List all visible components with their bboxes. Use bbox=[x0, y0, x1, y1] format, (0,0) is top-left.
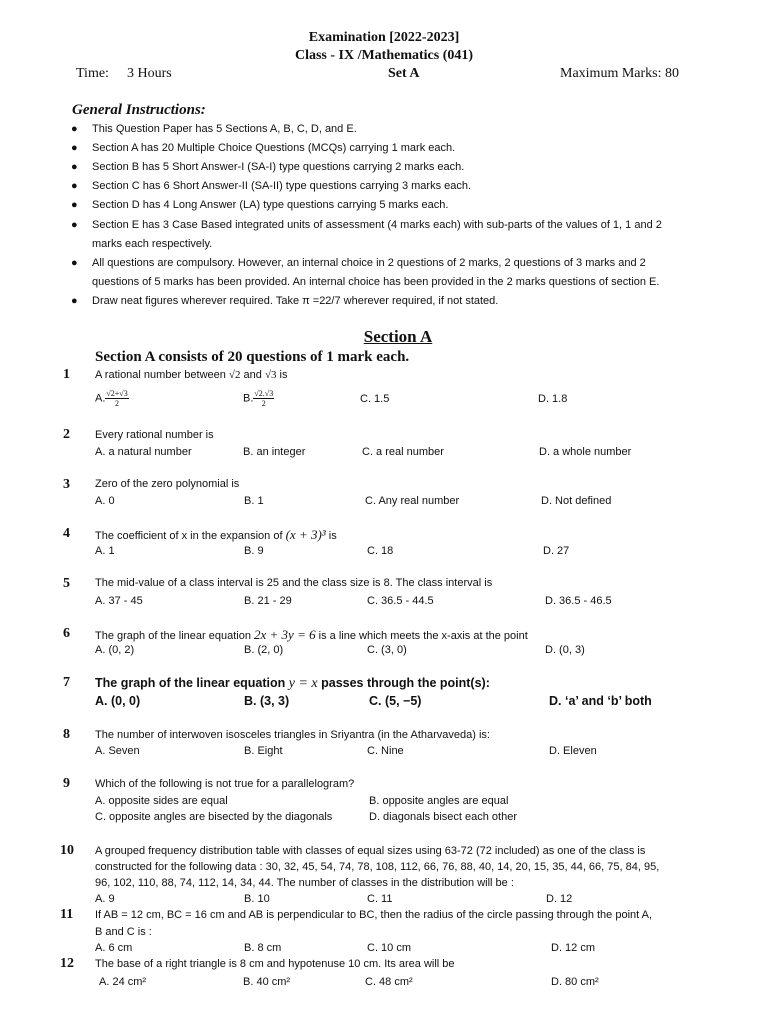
question-text: The number of interwoven isosceles triangles in Sriyantra (in the Atharvaveda) is: bbox=[95, 729, 490, 741]
question-text: If AB = 12 cm, BC = 16 cm and AB is perpendicular to BC, then the radius of the circle passing through the point A, bbox=[95, 909, 653, 921]
question-number: 8 bbox=[63, 727, 70, 742]
instruction-text: This Question Paper has 5 Sections A, B, C, D, and E. bbox=[92, 123, 357, 135]
list-item: ● All questions are compulsory. However, an internal choice in 2 questions of 2 marks, 2 questions of 3 marks and 2 bbox=[71, 257, 646, 269]
instruction-text: Section A has 20 Multiple Choice Questions (MCQs) carrying 1 mark each. bbox=[92, 142, 456, 154]
list-item: ● Draw neat figures wherever required. Take π =22/7 wherever required, if not stated. bbox=[71, 295, 499, 307]
list-item: ● Section B has 5 Short Answer-I (SA-I) type questions carrying 2 marks each. bbox=[71, 161, 465, 173]
option-c: C. 48 cm² bbox=[365, 976, 413, 988]
option-a: A. 24 cm² bbox=[99, 976, 147, 988]
instruction-continuation: marks each respectively. bbox=[92, 238, 213, 250]
option-c: C. 11 bbox=[367, 893, 393, 905]
question-number: 12 bbox=[60, 956, 74, 971]
question-text: The mid-value of a class interval is 25 and the class size is 8. The class interval is bbox=[95, 577, 493, 589]
option-d: D. ‘a’ and ‘b’ both bbox=[549, 694, 652, 708]
option-c: C. opposite angles are bisected by the diagonals bbox=[95, 811, 333, 823]
option-b: B. an integer bbox=[243, 446, 306, 458]
option-d: D. 1.8 bbox=[538, 393, 568, 405]
question-text: Every rational number is bbox=[95, 429, 214, 441]
section-title: Section A bbox=[363, 327, 433, 346]
option-c: C. 1.5 bbox=[360, 393, 390, 405]
list-item: ● Section E has 3 Case Based integrated units of assessment (4 marks each) with sub-parts of the values of 1, 1 and 2 bbox=[71, 219, 662, 231]
instruction-text: Section E has 3 Case Based integrated units of assessment (4 marks each) with sub-parts of the values of 1, 1 and 2 bbox=[92, 219, 662, 231]
instruction-text: Section D has 4 Long Answer (LA) type questions carrying 5 marks each. bbox=[92, 199, 449, 211]
option-b: B. $\frac{√2.√3}{2}$ bbox=[243, 389, 274, 408]
question-number: 9 bbox=[63, 776, 70, 791]
option-c: C. 18 bbox=[367, 545, 394, 557]
option-d: D. Not defined bbox=[541, 495, 612, 507]
list-item: ● This Question Paper has 5 Sections A, B, C, D, and E. bbox=[71, 123, 357, 135]
question-text: B and C is : bbox=[95, 926, 152, 938]
option-d: D. a whole number bbox=[539, 446, 632, 458]
option-d: D. 80 cm² bbox=[551, 976, 599, 988]
option-d: D. Eleven bbox=[549, 745, 597, 757]
option-d: D. (0, 3) bbox=[545, 644, 585, 656]
instruction-text: Section C has 6 Short Answer-II (SA-II) type questions carrying 3 marks each. bbox=[92, 180, 472, 192]
option-b: B. 40 cm² bbox=[243, 976, 291, 988]
question-number: 3 bbox=[63, 477, 70, 492]
option-d: D. diagonals bisect each other bbox=[369, 811, 517, 823]
option-a: A. 6 cm bbox=[95, 942, 133, 954]
question-text: 96, 102, 110, 88, 74, 112, 14, 34, 44. The number of classes in the distribution will be : bbox=[95, 877, 514, 889]
question-text: Zero of the zero polynomial is bbox=[95, 478, 240, 490]
option-d: D. 12 cm bbox=[551, 942, 596, 954]
question-text: A rational number between √2 and √3 is bbox=[95, 369, 288, 381]
question-text: The coefficient of x in the expansion of (x + 3)³ is bbox=[95, 527, 337, 542]
question-number: 11 bbox=[60, 907, 74, 922]
option-c: C. Any real number bbox=[365, 495, 460, 507]
list-item: ● Section C has 6 Short Answer-II (SA-II) type questions carrying 3 marks each. bbox=[71, 180, 472, 192]
option-a: A. $\frac{√2+√3}{2}$ bbox=[95, 389, 128, 408]
option-b: B. 10 bbox=[244, 893, 270, 905]
set-label: Set A bbox=[388, 66, 420, 81]
option-a: A. 9 bbox=[95, 893, 115, 905]
option-c: C. (3, 0) bbox=[367, 644, 407, 656]
question-number: 10 bbox=[60, 843, 74, 858]
question-text: The graph of the linear equation y = x passes through the point(s): bbox=[95, 676, 490, 691]
question-number: 5 bbox=[63, 576, 70, 591]
question-text: Which of the following is not true for a parallelogram? bbox=[95, 778, 355, 790]
question-number: 2 bbox=[63, 427, 70, 442]
list-item: ● Section A has 20 Multiple Choice Questions (MCQs) carrying 1 mark each. bbox=[71, 142, 456, 154]
option-c: C. Nine bbox=[367, 745, 404, 757]
option-d: D. 36.5 - 46.5 bbox=[545, 595, 612, 607]
option-b: B. Eight bbox=[244, 745, 283, 757]
option-a: A. 37 - 45 bbox=[95, 595, 143, 607]
question-number: 4 bbox=[63, 526, 70, 541]
question-text: The graph of the linear equation 2x + 3y = 6 is a line which meets the x-axis at the point bbox=[95, 627, 528, 642]
option-c: C. a real number bbox=[362, 446, 444, 458]
class-subject: Class - IX /Mathematics (041) bbox=[294, 48, 474, 63]
option-a: A. a natural number bbox=[95, 446, 192, 458]
option-a: A. (0, 0) bbox=[95, 694, 141, 708]
instructions-title: General Instructions: bbox=[72, 102, 206, 118]
instruction-text: Section B has 5 Short Answer-I (SA-I) type questions carrying 2 marks each. bbox=[92, 161, 465, 173]
option-a: A. 0 bbox=[95, 495, 115, 507]
option-b: B. opposite angles are equal bbox=[369, 795, 509, 807]
option-a: A. Seven bbox=[95, 745, 140, 757]
question-text: The base of a right triangle is 8 cm and hypotenuse 10 cm. Its area will be bbox=[95, 958, 455, 970]
option-d: D. 27 bbox=[543, 545, 570, 557]
question-number: 7 bbox=[63, 675, 70, 690]
question-number: 1 bbox=[63, 367, 70, 382]
time-value: 3 Hours bbox=[127, 66, 172, 81]
max-marks: Maximum Marks: 80 bbox=[560, 66, 679, 81]
question-number: 6 bbox=[63, 626, 70, 641]
instruction-text: All questions are compulsory. However, an internal choice in 2 questions of 2 marks, 2 questions of 3 marks and 2 bbox=[92, 257, 646, 269]
option-c: C. 10 cm bbox=[367, 942, 412, 954]
option-a: A. opposite sides are equal bbox=[95, 795, 228, 807]
option-b: B. 9 bbox=[244, 545, 264, 557]
option-a: A. (0, 2) bbox=[95, 644, 135, 656]
list-item: ● Section D has 4 Long Answer (LA) type questions carrying 5 marks each. bbox=[71, 199, 449, 211]
section-subtitle: Section A consists of 20 questions of 1 mark each. bbox=[95, 349, 410, 365]
option-b: B. (3, 3) bbox=[244, 694, 290, 708]
option-b: B. 8 cm bbox=[244, 942, 282, 954]
option-d: D. 12 bbox=[546, 893, 573, 905]
exam-title: Examination [2022-2023] bbox=[308, 30, 460, 45]
option-c: C. 36.5 - 44.5 bbox=[367, 595, 434, 607]
option-b: B. (2, 0) bbox=[244, 644, 284, 656]
time-label: Time: bbox=[76, 66, 109, 81]
option-c: C. (5, −5) bbox=[369, 694, 422, 708]
instruction-continuation: questions of 5 marks has been provided. An internal choice has been provided in the 2 marks questions of section E. bbox=[92, 276, 660, 288]
instruction-text: Draw neat figures wherever required. Take π =22/7 wherever required, if not stated. bbox=[92, 295, 499, 307]
question-text: constructed for the following data : 30, 32, 45, 54, 74, 78, 108, 112, 66, 76, 88, 40, 14, 20, 15, 35, 44, 66, 75, 84, 95, bbox=[95, 861, 660, 873]
option-b: B. 21 - 29 bbox=[244, 595, 292, 607]
option-a: A. 1 bbox=[95, 545, 115, 557]
question-text: A grouped frequency distribution table with classes of equal sizes using 63-72 (72 included) as one of the class is bbox=[95, 845, 646, 857]
option-b: B. 1 bbox=[244, 495, 264, 507]
